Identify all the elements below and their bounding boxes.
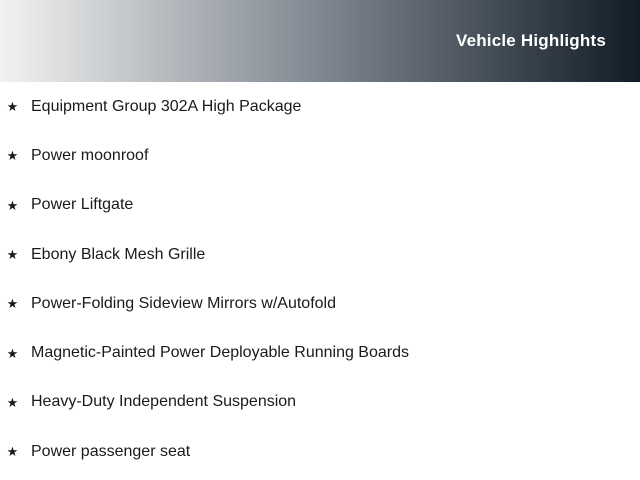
list-item <box>0 82 640 131</box>
page-title: Vehicle Highlights <box>455 31 606 50</box>
highlights-list <box>0 82 640 480</box>
list-item-label: Power Liftgate <box>31 196 134 214</box>
list-item <box>0 378 640 427</box>
star-icon: ★ <box>6 99 19 115</box>
header-banner <box>0 0 640 82</box>
star-icon: ★ <box>6 247 19 263</box>
star-icon: ★ <box>6 197 19 213</box>
list-item-label: Heavy-Duty Independent Suspension <box>31 393 297 411</box>
star-icon: ★ <box>6 394 19 410</box>
list-item-label: Power passenger seat <box>31 442 191 460</box>
list-item-label: Equipment Group 302A High Package <box>31 97 302 115</box>
list-item-label: Power-Folding Sideview Mirrors w/Autofold <box>31 294 336 312</box>
list-item <box>0 328 640 377</box>
list-item <box>0 181 640 230</box>
list-item <box>0 230 640 279</box>
star-icon: ★ <box>6 148 19 164</box>
list-item-label: Magnetic-Painted Power Deployable Running Boards <box>31 344 409 362</box>
list-item <box>0 279 640 328</box>
star-icon: ★ <box>6 296 19 312</box>
star-icon: ★ <box>6 345 19 361</box>
list-item-label: Ebony Black Mesh Grille <box>31 245 206 263</box>
list-item <box>0 131 640 180</box>
list-item-label: Power moonroof <box>31 146 149 164</box>
list-item <box>0 427 640 476</box>
star-icon: ★ <box>6 444 19 460</box>
